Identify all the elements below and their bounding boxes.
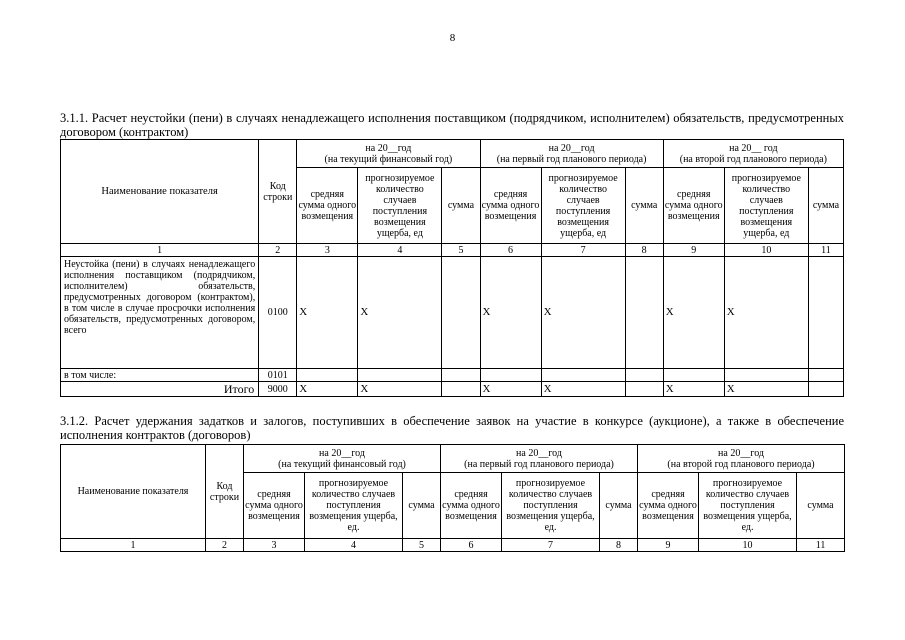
sub-avg: средняя сумма одного возмещения <box>663 168 724 244</box>
row-name: в том числе: <box>61 369 259 382</box>
neustoika-table <box>60 139 844 397</box>
sub-avg: средняя сумма одного возмещения <box>297 168 358 244</box>
total-row: Итого 9000 X X X X X X <box>61 382 844 397</box>
sub-sum: сумма <box>403 473 441 539</box>
column-number-row: 1 2 3 4 5 6 7 8 9 10 11 <box>61 244 844 257</box>
row-code: 9000 <box>259 382 297 397</box>
header-code: Код строки <box>206 445 244 539</box>
row-name: Неустойка (пени) в случаях ненадлежащего исполнения поставщиком (подрядчиком, исполнителем) обязательств, предусмотренных договором (контрактом), в том числе в случае просрочки исполнения обязательств, предусмотренных договором, всего <box>61 257 259 369</box>
section-3-1-1-heading: 3.1.1. Расчет неустойки (пени) в случаях ненадлежащего исполнения поставщиком (подрядчиком, исполнителем) обязательств, предусмотренных договором (контрактом) <box>60 111 844 139</box>
row-code: 0100 <box>259 257 297 369</box>
header-code: Код строки <box>259 140 297 244</box>
sub-avg: средняя сумма одного возмещения <box>480 168 541 244</box>
row-code: 0101 <box>259 369 297 382</box>
sub-sum: сумма <box>600 473 638 539</box>
header-name: Наименование показателя <box>61 140 259 244</box>
year-group-first-plan: на 20__год (на первый год планового периода) <box>480 140 663 168</box>
zadatki-table <box>60 444 845 552</box>
sub-forecast: прогнозируемое количество случаев поступления возмещения ущерба, ед <box>358 168 442 244</box>
sub-sum: сумма <box>808 168 843 244</box>
page-number: 8 <box>449 32 456 44</box>
table-row: Неустойка (пени) в случаях ненадлежащего исполнения поставщиком (подрядчиком, исполнителем) обязательств, предусмотренных договором (контрактом), в том числе в случае просрочки исполнения обязательств, предусмотренных договором, всего 0100 X X X X X X <box>61 257 844 369</box>
sub-forecast: прогнозируемое количество случаев поступления возмещения ущерба, ед. <box>502 473 600 539</box>
sub-sum: сумма <box>797 473 845 539</box>
sub-forecast: прогнозируемое количество случаев поступления возмещения ущерба, ед. <box>699 473 797 539</box>
year-group-first-plan: на 20__год (на первый год планового периода) <box>441 445 638 473</box>
row-name: Итого <box>61 382 259 397</box>
sub-forecast: прогнозируемое количество случаев поступления возмещения ущерба, ед <box>724 168 808 244</box>
sub-sum: сумма <box>625 168 663 244</box>
year-group-second-plan: на 20__год (на второй год планового периода) <box>638 445 845 473</box>
sub-forecast: прогнозируемое количество случаев поступления возмещения ущерба, ед <box>541 168 625 244</box>
sub-avg: средняя сумма одного возмещения <box>244 473 305 539</box>
sub-avg: средняя сумма одного возмещения <box>441 473 502 539</box>
sub-avg: средняя сумма одного возмещения <box>638 473 699 539</box>
year-group-current: на 20__год (на текущий финансовый год) <box>297 140 480 168</box>
year-group-second-plan: на 20__ год (на второй год планового периода) <box>663 140 843 168</box>
table-row <box>61 369 844 382</box>
header-name: Наименование показателя <box>61 445 206 539</box>
sub-sum: сумма <box>442 168 480 244</box>
sub-forecast: прогнозируемое количество случаев поступления возмещения ущерба, ед. <box>305 473 403 539</box>
column-number-row: 1 2 3 4 5 6 7 8 9 10 11 <box>61 539 845 552</box>
year-group-current: на 20__год (на текущий финансовый год) <box>244 445 441 473</box>
section-3-1-2-heading: 3.1.2. Расчет удержания задатков и залогов, поступивших в обеспечение заявок на участие в конкурсе (аукционе), а также в обеспечение исполнения контрактов (договоров) <box>60 414 844 442</box>
